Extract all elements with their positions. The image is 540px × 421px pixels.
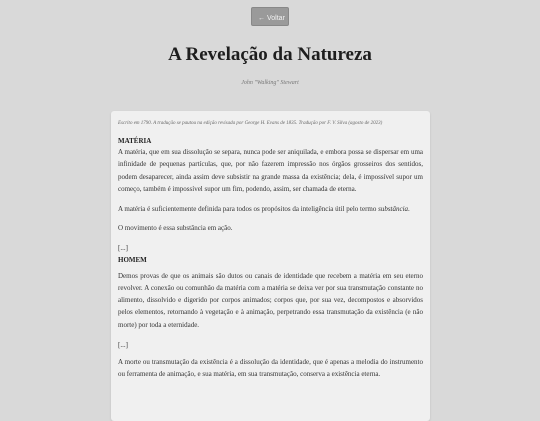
- paragraph: [118, 203, 423, 215]
- author-name: John "Walking" Stewart: [241, 80, 299, 86]
- section-title-homem: HOMEM: [118, 255, 147, 264]
- ellipsis: [...]: [118, 244, 128, 253]
- paragraph-end: .: [408, 204, 410, 213]
- article-card: [111, 111, 430, 421]
- ellipsis: [...]: [118, 340, 128, 349]
- back-button-label: Voltar: [267, 15, 285, 22]
- page-title: A Revelação da Natureza: [168, 44, 372, 65]
- paragraph-text: A matéria é suficientemente definida para todos os propósitos da inteligência útil pelo termo: [118, 204, 379, 213]
- paragraph: O movimento é essa substância em ação.: [118, 224, 233, 233]
- back-button[interactable]: [251, 7, 289, 26]
- paragraph: Demos provas de que os animais são dutos ou canais de identidade que recebem a matéria em seu eterno revolver. A conexão ou comunhão da matéria com a matéria se deixa ver por sua transmutação constante no alimento, dissolvido e digerido por corpos animados; corpos que, por sua vez, decompostos e absorvidos pelos elementos, retornando à vegetação e à animação, perpetrando essa transmutação da existência (e não morte) por toda a eternidade.: [118, 271, 423, 329]
- arrow-left-icon: ←: [258, 15, 265, 22]
- section-title-materia: MATÉRIA: [118, 137, 152, 145]
- paragraph: A matéria, que em sua dissolução se separa, nunca pode ser aniquilada, e embora possa se dispersar em uma infinidade de pequenas partículas, que, por não fazerem impressão nos órgãos grosseiros dos sentidos, podem desaparecer, ainda assim deve subsistir na grande massa da existência; dela, é impossível supor um começo, também é impossível supor um fim, podendo, assim, ser chamada de eterna.: [118, 148, 423, 193]
- translation-note: Escrito em 1790. A tradução se pautou na edição revisada por George H. Evans de 1835. Tradução por F. V. Silva (agosto de 2023): [118, 121, 383, 126]
- paragraph: A morte ou transmutação da existência é a dissolução da identidade, que é apenas a melodia do instrumento ou ferramenta de animação, e sua matéria, em sua transmutação, conserva a existência eterna.: [118, 357, 423, 379]
- emphasis-text: substância: [378, 204, 409, 213]
